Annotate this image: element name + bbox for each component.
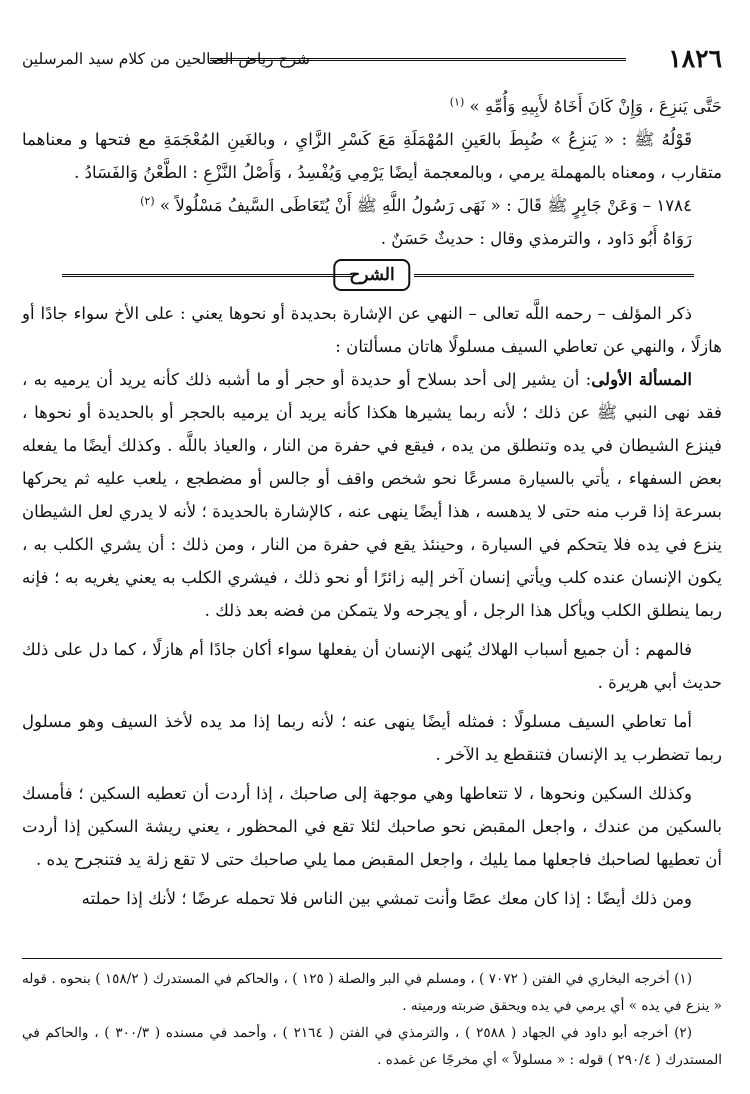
word-explanation: قَوْلُهُ ﷺ : « يَنزِعُ » ضُبِطَ بالعَينِ المُهْمَلَةِ مَعَ كَسْرِ الزَّايِ ، وبالغَينِ المُعْجَمَةِ مع فتحها و معناهما متقارب ، ومعناه بالمهملة يرمي ، وبالمعجمة أيضًا يَرْمِي وَيُفْسِدُ ، وَأَصْلُ النَّزْعِ : الطَّعْنُ وَالفَسَادُ .	[22, 130, 722, 182]
footnotes	[22, 966, 722, 1074]
footnote-ref-1: (١)	[449, 95, 465, 109]
footnote-rule	[22, 958, 722, 959]
hadith-narration: رَوَاهُ أَبُو دَاود ، والترمذي وقال : حديثٌ حَسَنٌ .	[380, 229, 692, 248]
hadith-ending-text: حَتَّى يَنزِعَ ، وَإِنْ كَانَ أَخَاهُ لأَبِيهِ وَأُمِّهِ »	[469, 97, 722, 116]
commentary-intro: ذكر المؤلف – رحمه اللَّه تعالى – النهي عن الإشارة بحديدة أو نحوها يعني : على الأخ سواء جادًا أو هازلًا ، والنهي عن تعاطي السيف مسلولًا هاتان مسألتان :	[22, 304, 722, 356]
section-divider	[22, 257, 722, 293]
first-issue-lead: المسألة الأولى	[591, 369, 692, 389]
knife-paragraph: وكذلك السكين ونحوها ، لا تتعاطها وهي موجهة إلى صاحبك ، إذا أردت أن تعطيه السكين ؛ فأمسك بالسكين من عندك ، واجعل المقبض نحو صاحبك لئلا تقع في المحظور ، يعني ريشة السكين إذا أردت أن تعطيها لصاحبك فاجعلها مما يليك ، واجعل المقبض مما يلي صاحبك حتى لا تقع زلة يد فتنجرح يده .	[22, 784, 722, 869]
hadith-ending	[22, 90, 722, 123]
divider-line-right	[414, 274, 694, 277]
footnote-2: (٢) أخرجه أبو داود في الجهاد ( ٢٥٨٨ ) ، والترمذي في الفتن ( ٢١٦٤ ) ، وأحمد في مسنده ( ٣٠٠/٣ ) ، والحاكم في المستدرك ( ٢٩٠/٤ ) قوله : « مسلولاً » أي مخرجًا عن غمده .	[22, 1025, 722, 1068]
hadith-1784	[22, 189, 722, 222]
running-title: شرح رياض الصالحين من كلام سيد المرسلين	[22, 50, 311, 68]
sword-paragraph: أما تعاطي السيف مسلولًا : فمثله أيضًا ينهى عنه ؛ لأنه ربما إذا مد يده لأخذ السيف وهو مسلول ربما تضطرب يد الإنسان فتنقطع يد الآخر .	[22, 712, 722, 764]
footnote-ref-2: (٢)	[140, 194, 155, 208]
divider-line-left	[62, 274, 352, 277]
hadith-1784-text: ١٧٨٤ – وَعَنْ جَابِرٍ ﷺ قَالَ : « نَهَى رَسُولُ اللَّهِ ﷺ أَنْ يُتَعَاطَى السَّيفُ مَسْلُولاً »	[159, 196, 692, 215]
main-text	[22, 90, 722, 915]
section-title: الشرح	[333, 259, 410, 291]
page-header	[22, 44, 722, 78]
page-number: ١٨٢٦	[668, 44, 722, 73]
first-issue-text: : أن يشير إلى أحد بسلاح أو حديدة أو حجر أو ما أشبه ذلك كأنه يريد أن يرميه به ، فقد نهى النبي ﷺ عن ذلك ؛ لأنه ربما يشيرها هكذا كأنه يريد أن يرميه بالحجر أو بالحديدة أو نحوها ، فينزع الشيطان في يده وتنطلق من يده ، فيقع في حفرة من النار ، والعياذ باللَّه . وكذلك أيضًا ما يفعله بعض السفهاء ، يأتي بالسيارة مسرعًا نحو شخص واقف أو جالس أو مضطجع ، يلعب عليه ثم يحركها بسرعة إذا قرب منه حتى لا يدهسه ، هذا أيضًا ينهى عنه ، كالإشارة بالحديدة ؛ لأنه لا يدري لعل الشيطان ينزع في يده فلا يتحكم في السيارة ، وحينئذ يقع في حفرة من النار ، ومن ذلك : أن يشري الكلب به ، يكون الإنسان عنده كلب ويأتي إنسان آخر إليه زائرًا أو نحو ذلك ، فيشري الكلب به يعني يغريه به ؛ فإنه ربما ينطلق الكلب ويأكل هذا الرجل ، أو يجرحه ولا يتمكن من فضه بعد ذلك .	[22, 370, 722, 620]
footnote-1: (١) أخرجه البخاري في الفتن ( ٧٠٧٢ ) ، ومسلم في البر والصلة ( ١٢٥ ) ، والحاكم في المستدرك ( ١٥٨/٢ ) بنحوه . قوله « ينزع في يده » أي يرمي في يده ويحقق ضربته ورميته .	[22, 971, 722, 1014]
summary-paragraph: فالمهم : أن جميع أسباب الهلاك يُنهى الإنسان أن يفعلها سواء أكان جادًا أم هازلًا ، كما دل على ذلك حديث أبي هريرة .	[22, 640, 722, 692]
first-issue	[22, 363, 722, 627]
stick-paragraph: ومن ذلك أيضًا : إذا كان معك عصًا وأنت تمشي بين الناس فلا تحمله عرضًا ؛ لأنك إذا حملته	[81, 889, 692, 908]
